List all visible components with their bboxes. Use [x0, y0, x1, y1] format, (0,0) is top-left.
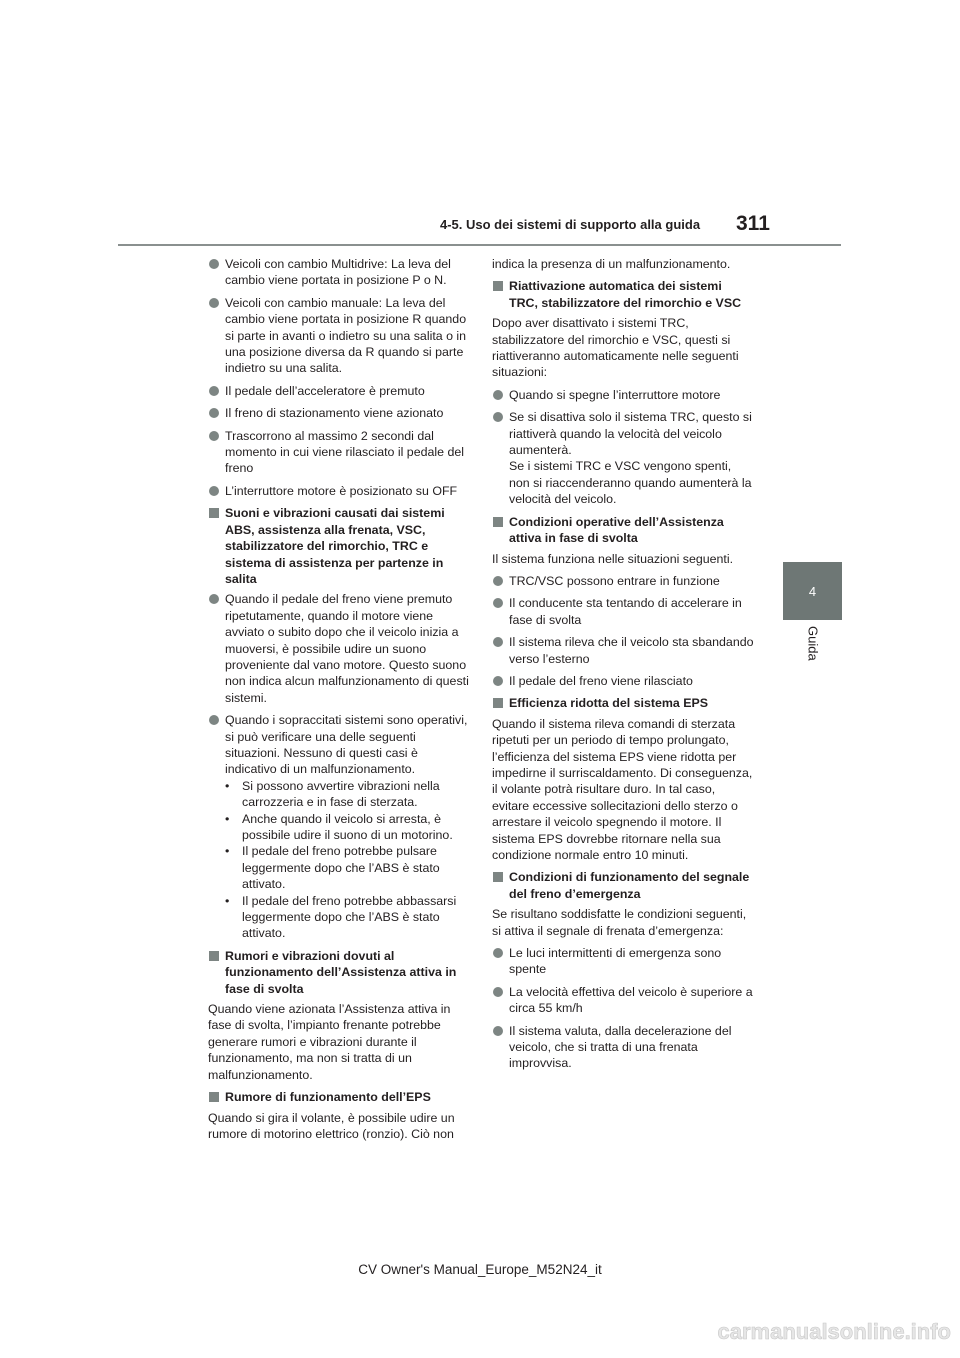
list-item: TRC/VSC possono entrare in funzione — [492, 573, 754, 589]
bullet-dot-icon — [209, 486, 219, 496]
watermark-logo — [575, 1318, 955, 1346]
bullet-dot-icon — [209, 431, 219, 441]
list-item: Quando i sopraccitati sistemi sono operativi, si può verificare una delle seguenti situazioni. Nessuno di questi casi è indicativo di un malfunzionamento. • Si possono avvertire vibrazioni nella carrozzeria e in fase di sterzata. • Anche quando il veicolo si arresta, è possibile udire il suono di un motorino. • Il pedale del freno potrebbe pulsare leggermente dopo che l’ABS è stato attivato. • Il pedale del freno potrebbe abbassarsi leggermente dopo che l’ABS è stato attivato. — [208, 712, 470, 942]
paragraph: indica la presenza di un malfunzionamento. — [492, 257, 731, 271]
bullet-dot-icon — [493, 948, 503, 958]
section-heading: Condizioni di funzionamento del segnale del freno d’emergenza — [492, 869, 754, 902]
bullet-dot-icon — [209, 594, 219, 604]
list-item: Le luci intermittenti di emergenza sono spente — [492, 945, 754, 978]
bullet-dot-icon — [493, 598, 503, 608]
section-heading: Riattivazione automatica dei sistemi TRC, stabilizzatore del rimorchio e VSC — [492, 278, 754, 311]
heading-square-icon — [493, 517, 503, 527]
section-heading: Condizioni operative dell’Assistenza attiva in fase di svolta — [492, 514, 754, 547]
bullet-dot-icon — [209, 259, 219, 269]
bullet-dot-icon — [493, 676, 503, 686]
heading-square-icon — [209, 1092, 219, 1102]
heading-square-icon — [493, 698, 503, 708]
bullet-dot-icon — [209, 386, 219, 396]
chapter-label — [785, 626, 841, 706]
heading-square-icon — [209, 951, 219, 961]
section-title: 4-5. Uso dei sistemi di supporto alla guida — [440, 217, 701, 232]
page-number: 311 — [736, 212, 770, 235]
bullet-dot-icon — [493, 1026, 503, 1036]
bullet-dot-icon — [493, 987, 503, 997]
list-item: Il conducente sta tentando di accelerare in fase di svolta — [492, 595, 754, 628]
paragraph: Quando si gira il volante, è possibile udire un rumore di motorino elettrico (ronzio). Ciò non — [208, 1110, 455, 1141]
sub-list-item: • Il pedale del freno potrebbe abbassarsi leggermente dopo che l’ABS è stato attivato. — [225, 893, 457, 941]
list-item: Veicoli con cambio manuale: La leva del cambio viene portata in posizione R quando si parte in avanti o indietro su una salita o in una posizione diversa da R quando si parte indietro su una salita. — [208, 295, 470, 377]
section-heading: Rumore di funzionamento dell’EPS — [208, 1089, 470, 1105]
bullet-dot-icon — [209, 715, 219, 725]
paragraph: Il sistema funziona nelle situazioni seguenti. — [492, 551, 734, 566]
chapter-tab — [783, 562, 842, 620]
bullet-dot-icon — [493, 637, 503, 647]
watermark-text: carmanualsonline.info — [717, 1319, 951, 1344]
paragraph: Se risultano soddisfatte le condizioni seguenti, si attiva il segnale di frenata d’emergenza: — [492, 907, 747, 938]
list-item: Il pedale dell’acceleratore è premuto — [208, 383, 470, 399]
section-heading: Rumori e vibrazioni dovuti al funzionamento dell’Assistenza attiva in fase di svolta — [208, 948, 470, 997]
list-item: Trascorrono al massimo 2 secondi dal momento in cui viene rilasciato il pedale del freno — [208, 428, 470, 477]
bullet-dot-icon — [493, 412, 503, 422]
bullet-dot-icon — [209, 408, 219, 418]
bullet-dot-icon — [209, 298, 219, 308]
chapter-label-text: Guida — [805, 626, 821, 661]
sub-list-item: • Anche quando il veicolo si arresta, è possibile udire il suono di un motorino. — [225, 811, 453, 842]
sub-list-item: • Il pedale del freno potrebbe pulsare leggermente dopo che l’ABS è stato attivato. — [225, 844, 440, 892]
heading-square-icon — [493, 872, 503, 882]
list-item: Il pedale del freno viene rilasciato — [492, 673, 754, 689]
paragraph: Quando il sistema rileva comandi di sterzata ripetuti per un periodo di tempo prolungato, l’efficienza del sistema EPS viene ridotta per impedirne il surriscaldamento. Di conseguenza, il volante potrà risultare duro. In tal caso, evitare eccessive sollecitazioni dello sterzo o arrestare il veicolo spegnendo il motore. Il sistema EPS dovrebbe ritornare nella sua condizione normale entro 10 minuti. — [492, 716, 753, 862]
header-divider — [118, 244, 841, 246]
chapter-number: 4 — [808, 583, 817, 599]
list-item: Veicoli con cambio Multidrive: La leva del cambio viene portata in posizione P o N. — [208, 256, 470, 289]
bullet-dot-icon — [493, 576, 503, 586]
sub-list-item: • Si possono avvertire vibrazioni nella carrozzeria e in fase di sterzata. — [225, 778, 440, 810]
list-item: Il sistema rileva che il veicolo sta sbandando verso l’esterno — [492, 634, 754, 667]
heading-square-icon — [493, 281, 503, 291]
list-item: Quando si spegne l’interruttore motore — [492, 387, 754, 403]
list-item: L’interruttore motore è posizionato su OFF — [208, 483, 470, 499]
right-column — [492, 256, 754, 1078]
list-item: Quando il pedale del freno viene premuto ripetutamente, quando il motore viene avviato o subito dopo che il veicolo inizia a muoversi, è possibile udire un suono proveniente dal vano motore. Questo suono non indica alcun malfunzionamento di questi sistemi. — [208, 591, 470, 706]
left-column — [208, 256, 470, 1148]
list-item: Il sistema valuta, dalla decelerazione del veicolo, che si tratta di una frenata improvvisa. — [492, 1023, 754, 1072]
bullet-dot-icon — [493, 390, 503, 400]
section-heading: Suoni e vibrazioni causati dai sistemi ABS, assistenza alla frenata, VSC, stabilizzatore del rimorchio, TRC e sistema di assistenza per partenze in salita — [208, 505, 470, 587]
list-item: La velocità effettiva del veicolo è superiore a circa 55 km/h — [492, 984, 754, 1017]
list-item: Se si disattiva solo il sistema TRC, questo si riattiverà quando la velocità del veicolo aumenterà. Se i sistemi TRC e VSC vengono spenti, non si riaccenderanno quando aumenterà la velocità del veicolo. — [492, 409, 754, 507]
list-item: Il freno di stazionamento viene azionato — [208, 405, 470, 421]
paragraph: Dopo aver disattivato i sistemi TRC, stabilizzatore del rimorchio e VSC, questi si riattiveranno automaticamente nelle seguenti situazioni: — [492, 316, 739, 380]
paragraph: Quando viene azionata l’Assistenza attiva in fase di svolta, l’impianto frenante potrebbe generare rumori e vibrazioni durante il funzionamento, ma non si tratta di un malfunzionamento. — [208, 1002, 451, 1082]
section-heading: Efficienza ridotta del sistema EPS — [492, 695, 754, 711]
heading-square-icon — [209, 508, 219, 518]
page-footer: CV Owner's Manual_Europe_M52N24_it — [358, 1262, 602, 1277]
